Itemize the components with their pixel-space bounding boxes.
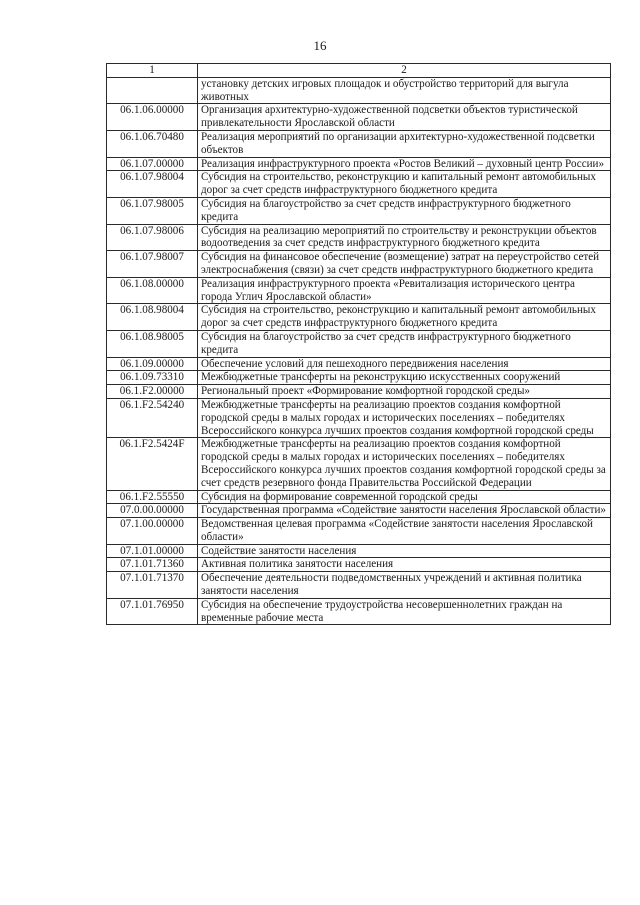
row-name: Межбюджетные трансферты на реализацию проектов создания комфортной городской среды в малых городах и исторических поселениях – победителях Всероссийского конкурса лучших проектов создания комфортной городской среды: [198, 398, 611, 437]
table-row: [107, 504, 611, 518]
table-row: [107, 104, 611, 131]
table-row: [107, 385, 611, 399]
column-header-1: 1: [107, 64, 198, 78]
row-name: установку детских игровых площадок и обустройство территорий для выгула животных: [198, 77, 611, 104]
table-row: [107, 518, 611, 545]
row-name: Межбюджетные трансферты на реализацию проектов создания комфортной городской среды в малых городах и исторических поселениях – победителях Всероссийского конкурса лучших проектов создания комфортной городской среды за счет средств резервного фонда Правительства Российской Федерации: [198, 438, 611, 490]
row-code: 06.1.F2.54240: [107, 398, 198, 437]
row-code: 06.1.07.98006: [107, 224, 198, 251]
table-row: [107, 277, 611, 304]
row-code: 06.1.08.98005: [107, 330, 198, 357]
table-row: [107, 490, 611, 504]
table-row: [107, 224, 611, 251]
table-row: [107, 251, 611, 278]
row-name: Региональный проект «Формирование комфортной городской среды»: [198, 385, 611, 399]
row-code: 07.1.01.00000: [107, 544, 198, 558]
row-name: Организация архитектурно-художественной подсветки объектов туристической привлекательности Ярославской области: [198, 104, 611, 131]
row-code: 06.1.08.00000: [107, 277, 198, 304]
row-name: Межбюджетные трансферты на реконструкцию искусственных сооружений: [198, 371, 611, 385]
row-name: Активная политика занятости населения: [198, 558, 611, 572]
row-name: Субсидия на формирование современной городской среды: [198, 490, 611, 504]
row-name: Субсидия на обеспечение трудоустройства несовершеннолетних граждан на временные рабочие места: [198, 598, 611, 625]
row-name: Государственная программа «Содействие занятости населения Ярославской области»: [198, 504, 611, 518]
column-header-2: 2: [198, 64, 611, 78]
row-name: Субсидия на строительство, реконструкцию и капитальный ремонт автомобильных дорог за счет средств инфраструктурного бюджетного кредита: [198, 171, 611, 198]
row-code: 07.0.00.00000: [107, 504, 198, 518]
table-row: [107, 130, 611, 157]
row-name: Субсидия на строительство, реконструкцию и капитальный ремонт автомобильных дорог за счет средств инфраструктурного бюджетного кредита: [198, 304, 611, 331]
row-code: [107, 77, 198, 104]
table-row: [107, 398, 611, 437]
table-row: [107, 304, 611, 331]
row-code: 06.1.07.98004: [107, 171, 198, 198]
budget-classification-table: [106, 63, 611, 625]
row-code: 06.1.07.98007: [107, 251, 198, 278]
row-code: 07.1.00.00000: [107, 518, 198, 545]
row-name: Субсидия на финансовое обеспечение (возмещение) затрат на переустройство сетей электроснабжения (связи) за счет средств инфраструктурного бюджетного кредита: [198, 251, 611, 278]
table-row: [107, 598, 611, 625]
table-row: [107, 572, 611, 599]
row-code: 07.1.01.71360: [107, 558, 198, 572]
table-row: [107, 197, 611, 224]
row-code: 06.1.F2.5424F: [107, 438, 198, 490]
row-code: 06.1.07.00000: [107, 157, 198, 171]
row-name: Субсидия на благоустройство за счет средств инфраструктурного бюджетного кредита: [198, 197, 611, 224]
row-code: 07.1.01.71370: [107, 572, 198, 599]
table-row: [107, 357, 611, 371]
table-row: [107, 157, 611, 171]
table-row: [107, 558, 611, 572]
row-code: 06.1.06.70480: [107, 130, 198, 157]
row-name: Реализация инфраструктурного проекта «Ростов Великий – духовный центр России»: [198, 157, 611, 171]
page-number: 16: [313, 38, 327, 53]
table-row: [107, 438, 611, 490]
row-name: Субсидия на реализацию мероприятий по строительству и реконструкции объектов водоотведения за счет средств инфраструктурного бюджетного кредита: [198, 224, 611, 251]
row-code: 06.1.06.00000: [107, 104, 198, 131]
table-row: [107, 171, 611, 198]
table-row: [107, 371, 611, 385]
row-code: 06.1.09.00000: [107, 357, 198, 371]
row-code: 06.1.08.98004: [107, 304, 198, 331]
row-name: Реализация мероприятий по организации архитектурно-художественной подсветки объектов: [198, 130, 611, 157]
row-code: 06.1.07.98005: [107, 197, 198, 224]
row-name: Реализация инфраструктурного проекта «Ревитализация исторического центра города Углич Ярославской области»: [198, 277, 611, 304]
row-name: Ведомственная целевая программа «Содействие занятости населения Ярославской области»: [198, 518, 611, 545]
row-name: Содействие занятости населения: [198, 544, 611, 558]
row-name: Субсидия на благоустройство за счет средств инфраструктурного бюджетного кредита: [198, 330, 611, 357]
row-code: 06.1.F2.00000: [107, 385, 198, 399]
table-row: [107, 330, 611, 357]
row-code: 06.1.09.73310: [107, 371, 198, 385]
table-row: [107, 544, 611, 558]
table-row: [107, 77, 611, 104]
table-header-row: [107, 64, 611, 78]
row-name: Обеспечение деятельности подведомственных учреждений и активная политика занятости населения: [198, 572, 611, 599]
row-code: 06.1.F2.55550: [107, 490, 198, 504]
row-code: 07.1.01.76950: [107, 598, 198, 625]
row-name: Обеспечение условий для пешеходного передвижения населения: [198, 357, 611, 371]
